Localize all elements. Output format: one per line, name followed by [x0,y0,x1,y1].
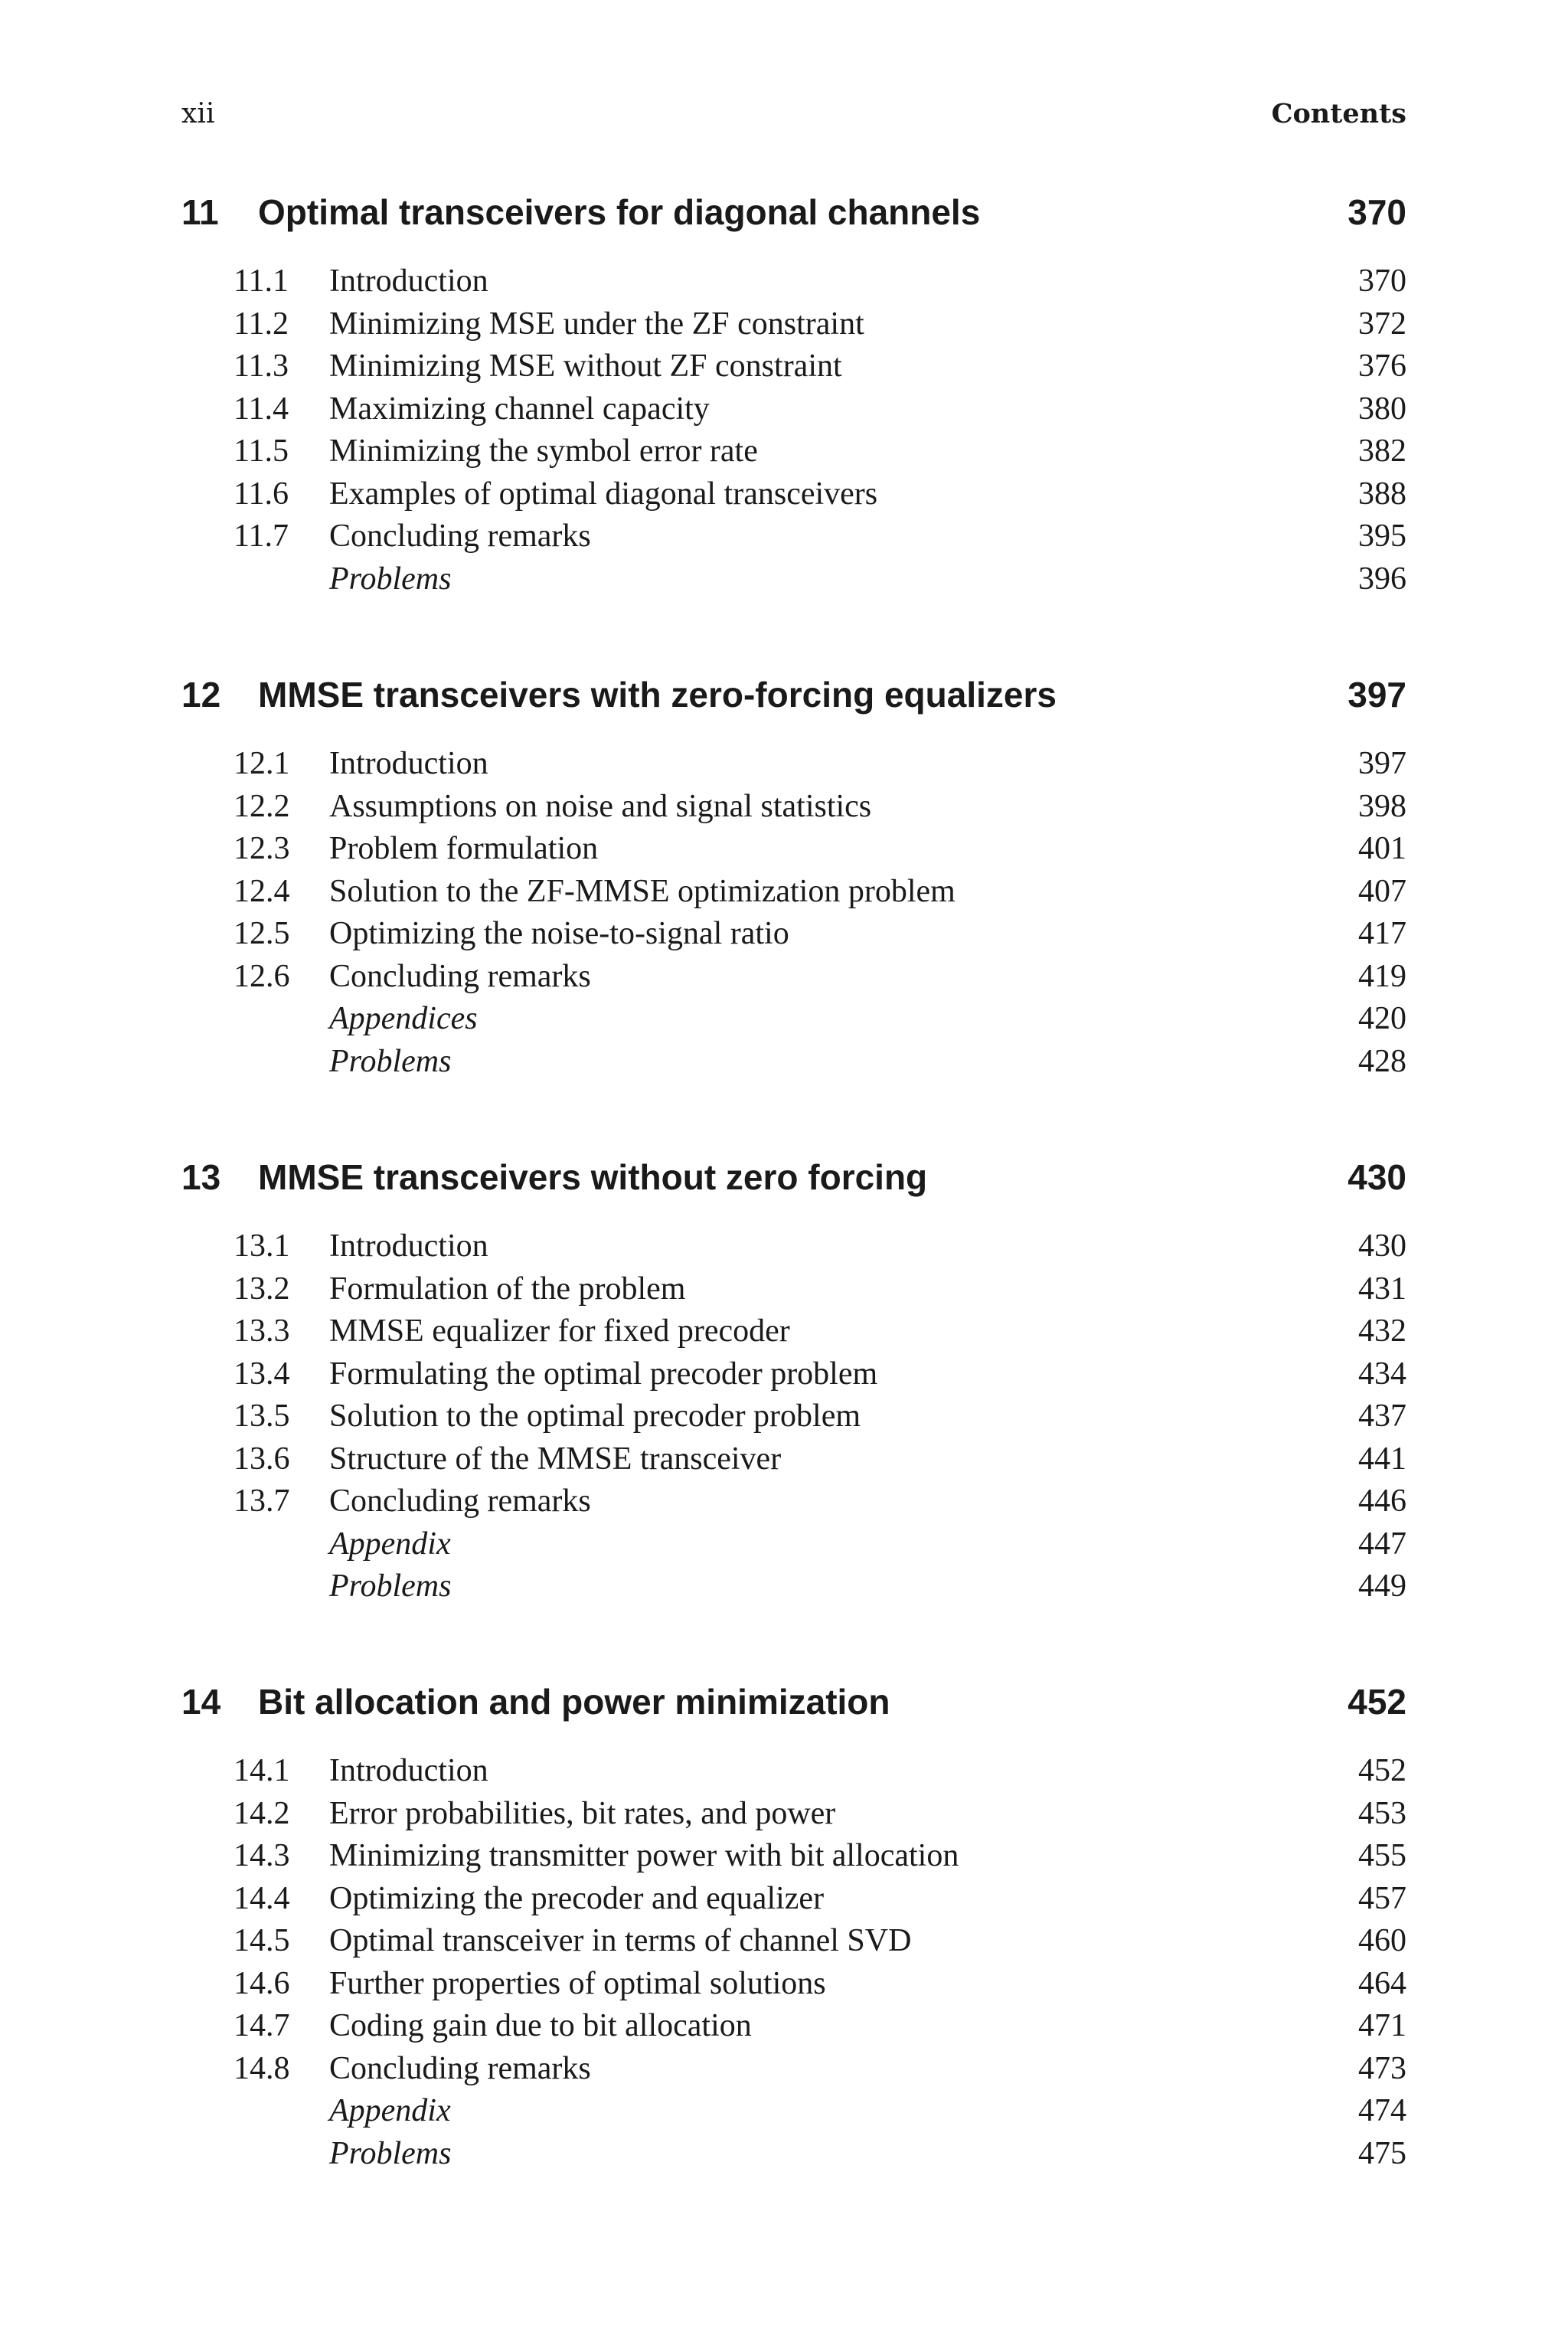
section-title: Minimizing the symbol error rate [329,433,758,469]
section-title: Appendix [329,2093,451,2128]
chapter-11 [181,191,1406,600]
toc-entry[interactable] [181,1878,1406,1921]
section-number: 12.6 [234,958,290,994]
section-number: 14.5 [234,1923,290,1958]
chapter-number: 13 [181,1157,221,1197]
section-page: 475 [1358,2135,1406,2171]
toc-entry[interactable] [181,388,1406,431]
chapter-page: 430 [1348,1157,1406,1197]
section-title: Problems [329,561,452,597]
section-title: Appendices [329,1001,478,1036]
section-number: 11.3 [234,348,289,384]
section-page: 464 [1358,1965,1406,2001]
section-title: Concluding remarks [329,1483,591,1519]
section-title: Further properties of optimal solutions [329,1965,826,2001]
section-number: 11.1 [234,263,289,299]
section-number: 12.4 [234,873,290,909]
section-title: Problems [329,1568,452,1604]
section-page: 452 [1358,1753,1406,1788]
section-page: 432 [1358,1313,1406,1349]
section-page: 388 [1358,476,1406,512]
toc-entry[interactable] [181,2048,1406,2091]
toc-entry[interactable] [181,2005,1406,2048]
section-number: 13.1 [234,1228,290,1264]
toc-entry[interactable] [181,1963,1406,2006]
section-title: Introduction [329,1753,488,1788]
toc-entry-problems[interactable] [181,558,1406,601]
chapter-heading[interactable] [181,1681,1406,1735]
section-title: Problem formulation [329,831,599,866]
section-number: 14.8 [234,2050,290,2086]
section-number: 11.5 [234,433,289,469]
section-number: 11.7 [234,518,289,554]
chapter-page: 452 [1348,1682,1406,1722]
section-number: 13.3 [234,1313,290,1349]
chapter-heading[interactable] [181,674,1406,728]
section-page: 401 [1358,831,1406,866]
section-number: 14.7 [234,2008,290,2043]
toc-entry[interactable] [181,743,1406,786]
toc-entry-appendices[interactable] [181,998,1406,1041]
chapter-13 [181,1156,1406,1608]
section-title: Assumptions on noise and signal statistics [329,788,872,824]
section-title: Concluding remarks [329,958,591,994]
toc-entry[interactable] [181,1225,1406,1268]
section-title: Solution to the ZF-MMSE optimization problem [329,873,956,909]
section-title: Optimizing the noise-to-signal ratio [329,916,789,951]
section-number: 12.5 [234,916,290,951]
section-list [181,743,1406,1083]
section-page: 372 [1358,306,1406,342]
toc-entry[interactable] [181,1835,1406,1878]
toc-entry[interactable] [181,1395,1406,1438]
toc-entry[interactable] [181,1310,1406,1353]
toc-entry[interactable] [181,473,1406,516]
section-page: 473 [1358,2050,1406,2086]
section-number: 14.1 [234,1753,290,1788]
section-number: 13.5 [234,1398,290,1434]
toc-entry[interactable] [181,515,1406,558]
toc-entry[interactable] [181,828,1406,871]
toc-entry[interactable] [181,1750,1406,1793]
section-title: Concluding remarks [329,518,591,554]
section-title: Problems [329,1043,452,1079]
section-page: 460 [1358,1923,1406,1958]
section-number: 11.6 [234,476,289,512]
section-title: Problems [329,2135,452,2171]
toc-entry[interactable] [181,786,1406,829]
section-number: 13.2 [234,1271,290,1307]
section-title: Introduction [329,263,488,299]
section-number: 11.2 [234,306,289,342]
section-page: 397 [1358,746,1406,781]
section-number: 14.2 [234,1795,290,1831]
section-list [181,1750,1406,2175]
section-list [181,1225,1406,1608]
chapter-14 [181,1681,1406,2175]
toc-entry[interactable] [181,913,1406,956]
section-page: 446 [1358,1483,1406,1519]
section-title: Minimizing MSE under the ZF constraint [329,306,864,342]
toc-entry[interactable] [181,260,1406,303]
section-page: 434 [1358,1356,1406,1392]
section-page: 382 [1358,433,1406,469]
section-page: 455 [1358,1838,1406,1873]
section-title: Solution to the optimal precoder problem [329,1398,861,1434]
section-title: Formulating the optimal precoder problem [329,1356,878,1392]
section-title: Examples of optimal diagonal transceivers [329,476,878,512]
chapter-page: 397 [1348,675,1406,715]
section-title: Structure of the MMSE transceiver [329,1441,782,1477]
section-page: 407 [1358,873,1406,909]
chapter-number: 12 [181,675,221,715]
section-title: Coding gain due to bit allocation [329,2008,752,2043]
toc-entry[interactable] [181,871,1406,914]
section-page: 417 [1358,916,1406,951]
section-page: 471 [1358,2008,1406,2043]
toc-entry[interactable] [181,1480,1406,1523]
section-page: 376 [1358,348,1406,384]
section-title: Introduction [329,746,488,781]
toc-entry-appendix[interactable] [181,1523,1406,1566]
section-page: 396 [1358,561,1406,597]
section-title: Error probabilities, bit rates, and power [329,1795,836,1831]
section-number: 12.2 [234,788,290,824]
section-page: 420 [1358,1001,1406,1036]
section-page: 453 [1358,1795,1406,1831]
toc-entry[interactable] [181,303,1406,346]
toc-entry[interactable] [181,956,1406,999]
section-page: 437 [1358,1398,1406,1434]
section-page: 430 [1358,1228,1406,1264]
chapter-heading[interactable] [181,191,1406,245]
section-page: 419 [1358,958,1406,994]
toc-entry[interactable] [181,1438,1406,1481]
toc-entry[interactable] [181,1353,1406,1396]
section-number: 12.1 [234,746,290,781]
toc-entry[interactable] [181,345,1406,388]
section-number: 13.7 [234,1483,290,1519]
section-page: 474 [1358,2093,1406,2128]
section-title: Concluding remarks [329,2050,591,2086]
section-page: 447 [1358,1526,1406,1562]
section-number: 13.4 [234,1356,290,1392]
section-title: Minimizing transmitter power with bit allocation [329,1838,959,1873]
section-number: 14.3 [234,1838,290,1873]
toc-entry-problems[interactable] [181,1041,1406,1084]
toc-entry-problems[interactable] [181,1565,1406,1608]
chapter-number: 11 [181,192,219,232]
section-number: 12.3 [234,831,290,866]
section-number: 11.4 [234,391,289,427]
section-title: Optimal transceiver in terms of channel SVD [329,1923,912,1958]
section-number: 14.6 [234,1965,290,2001]
toc-entry[interactable] [181,1920,1406,1963]
section-title: Introduction [329,1228,488,1264]
toc-entry-problems[interactable] [181,2133,1406,2176]
section-page: 457 [1358,1880,1406,1916]
chapter-number: 14 [181,1682,221,1722]
chapter-title: MMSE transceivers without zero forcing [258,1157,928,1197]
section-title: Optimizing the precoder and equalizer [329,1880,825,1916]
section-list [181,260,1406,600]
section-title: MMSE equalizer for fixed precoder [329,1313,790,1349]
chapter-page: 370 [1348,192,1406,232]
section-title: Maximizing channel capacity [329,391,710,427]
chapter-title: MMSE transceivers with zero-forcing equalizers [258,675,1057,715]
section-page: 380 [1358,391,1406,427]
section-page: 449 [1358,1568,1406,1604]
toc-entry[interactable] [181,1268,1406,1311]
section-number: 14.4 [234,1880,290,1916]
chapter-title: Bit allocation and power minimization [258,1682,890,1722]
section-number: 13.6 [234,1441,290,1477]
running-head [181,98,1406,136]
chapter-title: Optimal transceivers for diagonal channels [258,192,981,232]
section-page: 431 [1358,1271,1406,1307]
chapter-heading[interactable] [181,1156,1406,1210]
section-title: Minimizing MSE without ZF constraint [329,348,842,384]
toc-entry[interactable] [181,1793,1406,1836]
section-page: 370 [1358,263,1406,299]
section-page: 398 [1358,788,1406,824]
toc-entry[interactable] [181,430,1406,473]
page-folio: xii [181,98,215,129]
section-title: Formulation of the problem [329,1271,686,1307]
toc-entry-appendix[interactable] [181,2090,1406,2133]
chapter-12 [181,674,1406,1083]
section-title: Appendix [329,1526,451,1562]
section-page: 441 [1358,1441,1406,1477]
section-page: 395 [1358,518,1406,554]
running-head-title: Contents [1271,98,1406,129]
section-page: 428 [1358,1043,1406,1079]
